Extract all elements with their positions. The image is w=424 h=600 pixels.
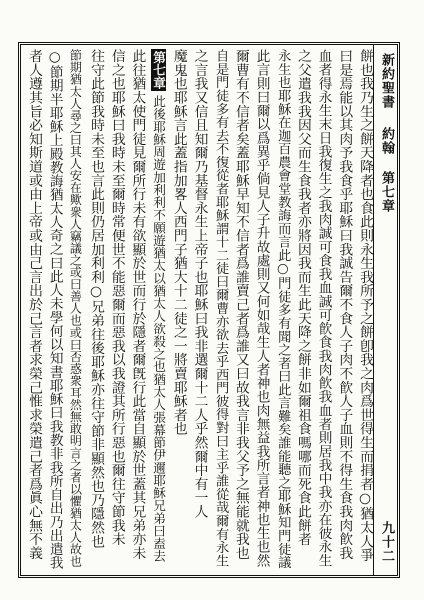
text-column: 此往猶太使門徒見爾所行未有欲顯於世而行於隱者爾旣行此當自顯於世蓋其兄弟亦未 [129,49,146,560]
body-text [23,49,375,571]
page-border-frame [18,42,400,578]
text-column: ○節期半耶穌上殿教誨猶太人奇之曰此人未學何以知書耶穌曰我教非我所自出乃出遣我 [46,49,63,570]
text-column: 永生也耶穌在迦百農會堂教誨而言此○門徒多有聞之者曰此言難矣誰能聽之耶穌知門徒議 [275,49,291,569]
header-chapter: 第七章 [379,171,394,213]
book-title: 新約聖書 [379,53,394,109]
book-name: 約翰 [379,127,394,155]
text-column: 血者得永生末日我復生之我肉誠可食我血誠可飮食我肉飮我血者則居我中我亦在彼永生 [315,49,332,567]
text-column: 信之也耶穌曰我時未至爾時常便世不能惡爾而惡我以我證其所行惡也爾往守節我未 [108,49,125,546]
column-text: 此後耶穌周遊加利利不願遊猶太以猶太人欲殺之也猶太人張幕節伊邇耶穌兄弟曰盍去 [151,94,167,563]
text-column: 往守此節我時未至也言此則仍居加利利○兄弟往後耶穌亦往守節非顯然也乃隱然也 [88,49,105,548]
page-number: 九十二 [379,521,394,563]
text-column: 曰是焉能以其肉予我食乎耶穌曰我誠告爾不食人子肉不飮人子血則不得生食我肉飮我 [336,49,353,560]
text-column: 自是門徒多有去不復從者耶穌謂十二徒曰爾曹亦欲去乎西門彼得對曰主乎誰從哉爾有永生 [213,49,229,567]
text-column: 此言則曰爾以爲異乎倘見人子升故處則又何如哉生人者神也肉無益我所言者神也生也然 [253,49,270,567]
running-header [373,45,397,575]
text-column: 餅也我乃生之餅天降者也食此則永生我所予之餅卽我之肉爲世得生而捐者○猶太人爭 [357,49,373,562]
text-column: 爾曹有不信者矣蓋耶穌早知不信者爲誰賣己者爲誰又曰故我言非我父予之無能就我也 [232,49,249,560]
text-column: 魔鬼也耶穌言此蓋指加畧人西門子猶大十二徒之一將賣耶穌者也 [170,49,187,436]
text-column: 者人遵其旨必知斯道或由上帝或由己言出於己言者求榮己惟求榮遣己者爲眞心無不義 [26,49,42,560]
text-column-chapter-start [147,49,168,571]
chapter-heading: 第七章 [151,51,167,89]
text-column: 之父遣我我因父而生食我者亦將因我而生此天降之餅非如爾祖食嗎哪而死食此餅者 [294,49,311,546]
text-column: 節期猶太人尋之曰其人安在歟衆人竊議之或曰善人也或曰否惑衆耳然無敢明言之者以懼猶太人故也 [68,49,83,568]
text-column: 之言我又信且知爾乃基督永生上帝子也耶穌曰我非選爾十二人乎然爾中有一人 [191,49,208,519]
